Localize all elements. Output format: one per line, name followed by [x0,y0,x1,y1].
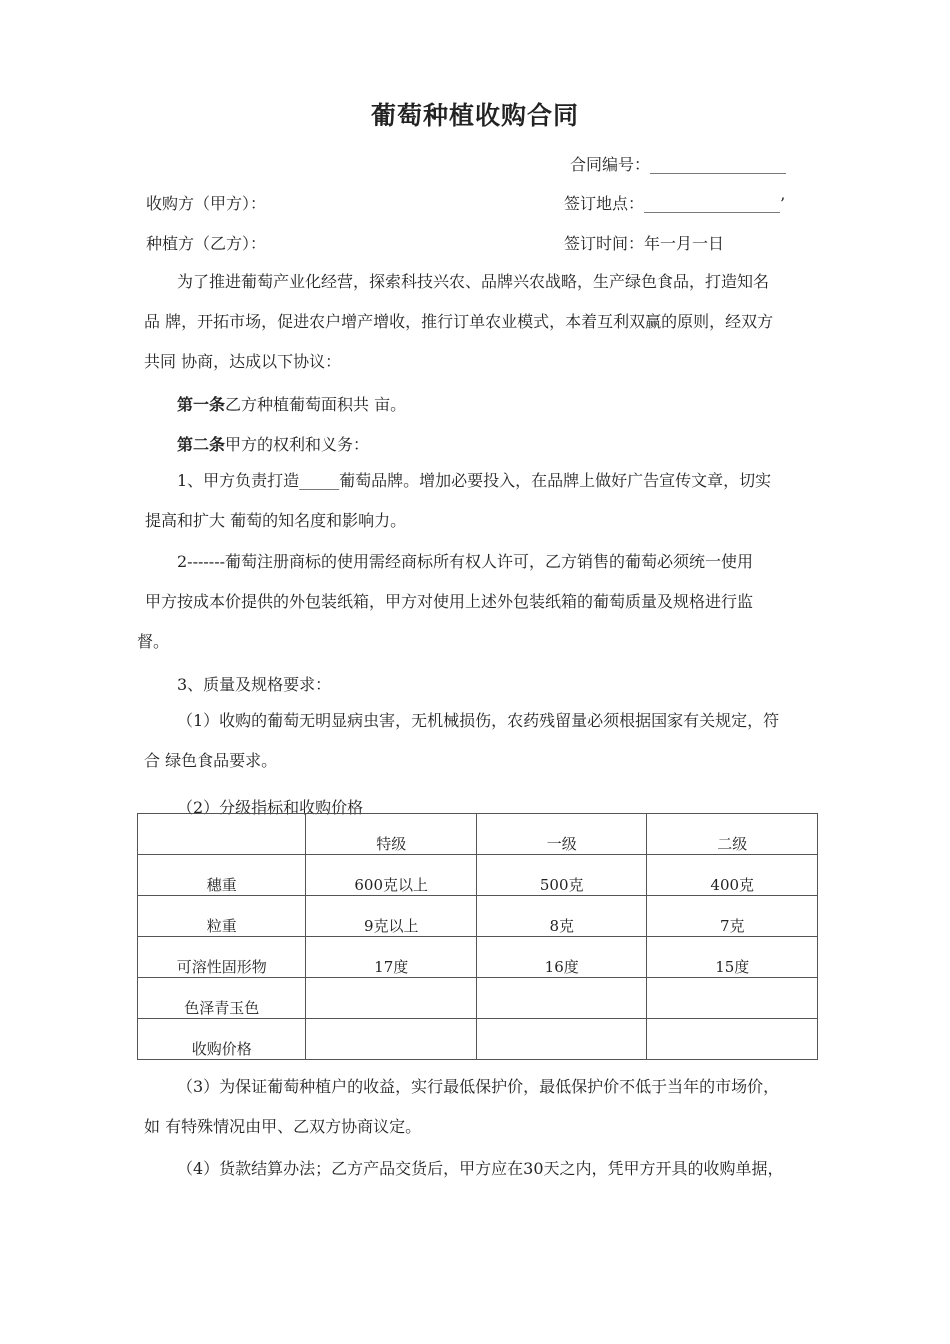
article-1-text: 乙方种植葡萄面积共 亩。 [225,395,407,414]
sign-time: 签订时间：年一月一日 [564,234,725,253]
sub-1-paragraph [140,701,820,781]
intro-line: 品 牌，开拓市场，促进农户增产增收，推行订单农业模式，本着互利双赢的原则，经双方 [144,312,774,331]
sub-3-paragraph [140,1067,820,1147]
item-1-paragraph [140,461,820,541]
table-cell: 穗重 [138,855,306,896]
table-cell [476,978,647,1019]
article-2-text: 甲方的权利和义务： [225,435,370,454]
intro-line: 为了推进葡萄产业化经营，探索科技兴农、品牌兴农战略，生产绿色食品，打造知名 [177,272,770,291]
table-cell [306,1019,477,1060]
article-2 [177,432,369,455]
buyer-party: 收购方（甲方）： [146,194,267,213]
document-title: 葡萄种植收购合同 [370,101,579,130]
table-header-cell: 一级 [476,814,647,855]
item-1-line: 提高和扩大 葡萄的知名度和影响力。 [145,511,407,530]
table-cell: 16度 [476,937,647,978]
table-cell: 17度 [306,937,477,978]
grade-price-table [137,813,818,1060]
article-1 [177,392,406,415]
item-2-line: 2-------葡萄注册商标的使用需经商标所有权人许可，乙方销售的葡萄必须统一使用 [177,552,754,571]
table-header-cell [138,814,306,855]
sign-place: 签订地点：_________________’ [564,194,786,213]
grower-party: 种植方（乙方）： [146,234,267,253]
intro-paragraph [140,262,820,382]
table-cell: 15度 [647,937,818,978]
sub-1-line: （1）收购的葡萄无明显病虫害，无机械损伤，农药残留量必须根据国家有关规定，符 [177,711,780,730]
table-cell: 400克 [647,855,818,896]
sub-1-line: 合 绿色食品要求。 [144,751,278,770]
table-cell: 600克以上 [306,855,477,896]
table-cell [647,978,818,1019]
article-1-label: 第一条 [177,395,226,414]
table-cell: 7克 [647,896,818,937]
table-row [138,896,818,937]
table-cell: 8克 [476,896,647,937]
item-2-line: 督。 [137,632,170,651]
sub-4-paragraph [140,1149,820,1189]
table-header-row [138,814,818,855]
table-cell [476,1019,647,1060]
table-cell: 500克 [476,855,647,896]
item-2-paragraph [137,542,817,662]
table-row [138,978,818,1019]
table-cell: 可溶性固形物 [138,937,306,978]
sub-2-heading: （2）分级指标和收购价格 [177,798,364,817]
table-cell: 粒重 [138,896,306,937]
table-row [138,937,818,978]
item-1-line: 1、甲方负责打造_____葡萄品牌。增加必要投入，在品牌上做好广告宣传文章，切实 [177,471,772,490]
intro-line: 共同 协商，达成以下协议： [144,352,342,371]
table-cell: 9克以上 [306,896,477,937]
sub-3-line: 如 有特殊情况由甲、乙双方协商议定。 [144,1117,422,1136]
table-cell: 收购价格 [138,1019,306,1060]
sub-3-line: （3）为保证葡萄种植户的收益，实行最低保护价，最低保护价不低于当年的市场价， [177,1077,780,1096]
table-header-cell: 二级 [647,814,818,855]
item-2-line: 甲方按成本价提供的外包装纸箱，甲方对使用上述外包装纸箱的葡萄质量及规格进行监 [145,592,754,611]
contract-number: 合同编号：_________________ [570,155,787,174]
article-2-label: 第二条 [177,435,226,454]
table-cell [306,978,477,1019]
item-3: 3、质量及规格要求： [177,675,332,694]
sub-4-line: （4）货款结算办法；乙方产品交货后，甲方应在30天之内，凭甲方开具的收购单据， [177,1159,784,1178]
table-header-cell: 特级 [306,814,477,855]
table-row [138,1019,818,1060]
table-cell [647,1019,818,1060]
table-cell: 色泽青玉色 [138,978,306,1019]
table-row [138,855,818,896]
